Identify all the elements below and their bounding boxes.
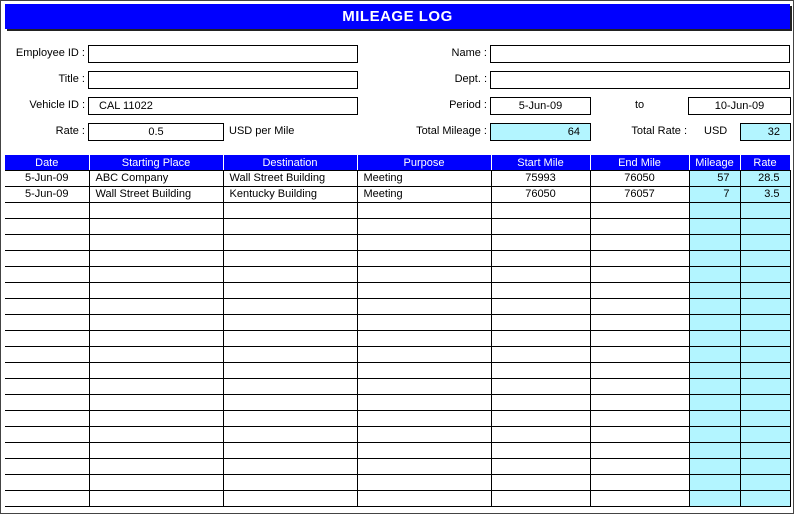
cell-mileage: 7 <box>689 187 740 203</box>
cell-destination[interactable] <box>223 443 357 459</box>
cell-start-mile[interactable] <box>491 347 590 363</box>
cell-start-mile[interactable]: 76050 <box>491 187 590 203</box>
cell-date[interactable] <box>5 475 89 491</box>
cell-purpose[interactable] <box>357 331 491 347</box>
table-row <box>5 203 790 219</box>
total-rate-label: Total Rate : <box>631 125 687 137</box>
cell-starting-place[interactable] <box>89 267 223 283</box>
table-row <box>5 315 790 331</box>
cell-starting-place[interactable] <box>89 315 223 331</box>
cell-purpose[interactable] <box>357 235 491 251</box>
cell-purpose[interactable] <box>357 411 491 427</box>
page-title: MILEAGE LOG <box>5 4 790 29</box>
cell-rate: 3.5 <box>740 187 790 203</box>
table-row <box>5 219 790 235</box>
cell-purpose[interactable] <box>357 203 491 219</box>
table-row <box>5 187 790 203</box>
cell-purpose[interactable] <box>357 459 491 475</box>
cell-rate <box>740 203 790 219</box>
cell-start-mile[interactable] <box>491 203 590 219</box>
cell-date[interactable] <box>5 251 89 267</box>
cell-rate <box>740 283 790 299</box>
cell-date[interactable]: 5-Jun-09 <box>5 187 89 203</box>
total-rate-value: 32 <box>740 123 791 141</box>
employee-id-field[interactable] <box>88 45 358 63</box>
cell-start-mile[interactable] <box>491 395 590 411</box>
period-from-field[interactable]: 5-Jun-09 <box>490 97 591 115</box>
cell-destination[interactable] <box>223 251 357 267</box>
cell-starting-place[interactable]: ABC Company <box>89 171 223 187</box>
total-mileage-value: 64 <box>490 123 591 141</box>
cell-purpose[interactable] <box>357 443 491 459</box>
title-field[interactable] <box>88 71 358 89</box>
cell-end-mile[interactable] <box>590 379 689 395</box>
cell-start-mile[interactable] <box>491 443 590 459</box>
cell-end-mile[interactable] <box>590 267 689 283</box>
period-to-field[interactable]: 10-Jun-09 <box>688 97 791 115</box>
cell-start-mile[interactable] <box>491 299 590 315</box>
rate-label: Rate : <box>55 125 85 137</box>
cell-rate <box>740 267 790 283</box>
cell-purpose[interactable] <box>357 251 491 267</box>
cell-destination[interactable] <box>223 491 357 507</box>
cell-destination[interactable] <box>223 283 357 299</box>
cell-destination[interactable] <box>223 235 357 251</box>
cell-rate <box>740 395 790 411</box>
table-header-row <box>5 155 790 171</box>
dept-field[interactable] <box>490 71 790 89</box>
cell-mileage <box>689 427 740 443</box>
table-row <box>5 491 790 507</box>
cell-rate <box>740 315 790 331</box>
column-header-destination: Destination <box>223 155 357 171</box>
cell-mileage: 57 <box>689 171 740 187</box>
cell-starting-place[interactable] <box>89 459 223 475</box>
cell-purpose[interactable] <box>357 283 491 299</box>
table-row <box>5 347 790 363</box>
cell-starting-place[interactable] <box>89 283 223 299</box>
cell-start-mile[interactable] <box>491 315 590 331</box>
cell-rate <box>740 459 790 475</box>
cell-destination[interactable] <box>223 379 357 395</box>
cell-date[interactable] <box>5 443 89 459</box>
cell-destination[interactable] <box>223 475 357 491</box>
table-row <box>5 475 790 491</box>
cell-mileage <box>689 491 740 507</box>
cell-end-mile[interactable] <box>590 443 689 459</box>
cell-starting-place[interactable]: Wall Street Building <box>89 187 223 203</box>
cell-destination[interactable] <box>223 315 357 331</box>
table-row <box>5 379 790 395</box>
column-header-starting-place: Starting Place <box>89 155 223 171</box>
cell-date[interactable] <box>5 299 89 315</box>
cell-mileage <box>689 459 740 475</box>
cell-mileage <box>689 347 740 363</box>
cell-purpose[interactable] <box>357 299 491 315</box>
cell-start-mile[interactable] <box>491 475 590 491</box>
cell-mileage <box>689 379 740 395</box>
cell-date[interactable]: 5-Jun-09 <box>5 171 89 187</box>
cell-mileage <box>689 315 740 331</box>
cell-start-mile[interactable] <box>491 251 590 267</box>
cell-purpose[interactable] <box>357 491 491 507</box>
cell-end-mile[interactable] <box>590 331 689 347</box>
vehicle-id-field[interactable]: CAL 11022 <box>88 97 358 115</box>
cell-mileage <box>689 283 740 299</box>
cell-rate: 28.5 <box>740 171 790 187</box>
cell-starting-place[interactable] <box>89 443 223 459</box>
cell-rate <box>740 379 790 395</box>
total-mileage-label: Total Mileage : <box>416 125 487 137</box>
column-header-purpose: Purpose <box>357 155 491 171</box>
cell-mileage <box>689 219 740 235</box>
cell-purpose[interactable] <box>357 427 491 443</box>
cell-rate <box>740 347 790 363</box>
cell-mileage <box>689 299 740 315</box>
cell-purpose[interactable] <box>357 475 491 491</box>
cell-starting-place[interactable] <box>89 219 223 235</box>
cell-starting-place[interactable] <box>89 251 223 267</box>
table-row <box>5 331 790 347</box>
cell-destination[interactable] <box>223 363 357 379</box>
cell-destination[interactable]: Kentucky Building <box>223 187 357 203</box>
cell-end-mile[interactable] <box>590 475 689 491</box>
column-header-mileage: Mileage <box>689 155 740 171</box>
cell-start-mile[interactable] <box>491 379 590 395</box>
cell-end-mile[interactable] <box>590 203 689 219</box>
cell-date[interactable] <box>5 491 89 507</box>
cell-start-mile[interactable] <box>491 459 590 475</box>
cell-starting-place[interactable] <box>89 411 223 427</box>
table-row <box>5 299 790 315</box>
cell-rate <box>740 411 790 427</box>
cell-rate <box>740 443 790 459</box>
cell-start-mile[interactable] <box>491 411 590 427</box>
cell-end-mile[interactable] <box>590 219 689 235</box>
cell-purpose[interactable] <box>357 395 491 411</box>
rate-unit-text: USD per Mile <box>229 125 295 137</box>
cell-date[interactable] <box>5 459 89 475</box>
vehicle-id-label: Vehicle ID : <box>29 99 85 111</box>
cell-destination[interactable] <box>223 347 357 363</box>
cell-start-mile[interactable] <box>491 363 590 379</box>
cell-purpose[interactable] <box>357 219 491 235</box>
cell-starting-place[interactable] <box>89 475 223 491</box>
cell-mileage <box>689 267 740 283</box>
cell-rate <box>740 363 790 379</box>
cell-date[interactable] <box>5 283 89 299</box>
cell-starting-place[interactable] <box>89 395 223 411</box>
cell-date[interactable] <box>5 363 89 379</box>
cell-destination[interactable] <box>223 331 357 347</box>
table-row <box>5 235 790 251</box>
table-row <box>5 171 790 187</box>
cell-rate <box>740 299 790 315</box>
cell-rate <box>740 491 790 507</box>
cell-end-mile[interactable] <box>590 459 689 475</box>
cell-end-mile[interactable] <box>590 347 689 363</box>
cell-end-mile[interactable] <box>590 283 689 299</box>
cell-rate <box>740 251 790 267</box>
cell-end-mile[interactable] <box>590 411 689 427</box>
table-row <box>5 267 790 283</box>
cell-end-mile[interactable] <box>590 251 689 267</box>
column-header-date: Date <box>5 155 89 171</box>
cell-start-mile[interactable] <box>491 267 590 283</box>
table-row <box>5 427 790 443</box>
cell-start-mile[interactable] <box>491 235 590 251</box>
cell-destination[interactable] <box>223 219 357 235</box>
cell-end-mile[interactable] <box>590 299 689 315</box>
cell-mileage <box>689 251 740 267</box>
cell-date[interactable] <box>5 219 89 235</box>
table-row <box>5 459 790 475</box>
cell-starting-place[interactable] <box>89 203 223 219</box>
cell-starting-place[interactable] <box>89 363 223 379</box>
cell-destination[interactable] <box>223 395 357 411</box>
cell-date[interactable] <box>5 395 89 411</box>
name-field[interactable] <box>490 45 790 63</box>
cell-date[interactable] <box>5 427 89 443</box>
mileage-log-table <box>5 155 791 507</box>
period-to-label: to <box>635 99 645 111</box>
cell-mileage <box>689 203 740 219</box>
cell-start-mile[interactable] <box>491 219 590 235</box>
cell-end-mile[interactable]: 76050 <box>590 171 689 187</box>
cell-mileage <box>689 331 740 347</box>
name-label: Name : <box>451 47 487 59</box>
cell-rate <box>740 475 790 491</box>
cell-date[interactable] <box>5 203 89 219</box>
employee-id-label: Employee ID : <box>15 47 85 59</box>
cell-rate <box>740 235 790 251</box>
table-row <box>5 411 790 427</box>
table-row <box>5 363 790 379</box>
cell-starting-place[interactable] <box>89 347 223 363</box>
cell-mileage <box>689 395 740 411</box>
cell-starting-place[interactable] <box>89 427 223 443</box>
cell-start-mile[interactable] <box>491 331 590 347</box>
cell-start-mile[interactable] <box>491 427 590 443</box>
cell-purpose[interactable] <box>357 379 491 395</box>
cell-rate <box>740 331 790 347</box>
cell-destination[interactable] <box>223 411 357 427</box>
cell-start-mile[interactable] <box>491 491 590 507</box>
cell-date[interactable] <box>5 315 89 331</box>
cell-purpose[interactable] <box>357 363 491 379</box>
table-row <box>5 251 790 267</box>
cell-start-mile[interactable] <box>491 283 590 299</box>
cell-starting-place[interactable] <box>89 491 223 507</box>
table-row <box>5 283 790 299</box>
cell-end-mile[interactable] <box>590 395 689 411</box>
column-header-end-mile: End Mile <box>590 155 689 171</box>
cell-destination[interactable] <box>223 267 357 283</box>
cell-mileage <box>689 411 740 427</box>
cell-end-mile[interactable] <box>590 363 689 379</box>
column-header-start-mile: Start Mile <box>491 155 590 171</box>
cell-mileage <box>689 235 740 251</box>
cell-mileage <box>689 363 740 379</box>
cell-purpose[interactable] <box>357 347 491 363</box>
cell-rate <box>740 219 790 235</box>
cell-rate <box>740 427 790 443</box>
cell-date[interactable] <box>5 347 89 363</box>
table-row <box>5 395 790 411</box>
cell-destination[interactable] <box>223 203 357 219</box>
cell-date[interactable] <box>5 411 89 427</box>
cell-date[interactable] <box>5 235 89 251</box>
cell-purpose[interactable] <box>357 315 491 331</box>
period-label: Period : <box>449 99 487 111</box>
cell-starting-place[interactable] <box>89 331 223 347</box>
title-label: Title : <box>58 73 85 85</box>
table-row <box>5 443 790 459</box>
cell-end-mile[interactable] <box>590 427 689 443</box>
cell-purpose[interactable]: Meeting <box>357 187 491 203</box>
cell-destination[interactable]: Wall Street Building <box>223 171 357 187</box>
total-rate-currency: USD <box>704 125 728 137</box>
cell-mileage <box>689 443 740 459</box>
cell-end-mile[interactable] <box>590 315 689 331</box>
cell-destination[interactable] <box>223 459 357 475</box>
cell-date[interactable] <box>5 267 89 283</box>
cell-date[interactable] <box>5 379 89 395</box>
cell-start-mile[interactable]: 75993 <box>491 171 590 187</box>
cell-end-mile[interactable]: 76057 <box>590 187 689 203</box>
cell-starting-place[interactable] <box>89 299 223 315</box>
cell-date[interactable] <box>5 331 89 347</box>
cell-destination[interactable] <box>223 427 357 443</box>
cell-starting-place[interactable] <box>89 235 223 251</box>
rate-field[interactable]: 0.5 <box>88 123 224 141</box>
cell-destination[interactable] <box>223 299 357 315</box>
column-header-rate: Rate <box>740 155 790 171</box>
cell-starting-place[interactable] <box>89 379 223 395</box>
cell-purpose[interactable]: Meeting <box>357 171 491 187</box>
dept-label: Dept. : <box>454 73 487 85</box>
cell-end-mile[interactable] <box>590 491 689 507</box>
cell-end-mile[interactable] <box>590 235 689 251</box>
cell-purpose[interactable] <box>357 267 491 283</box>
cell-mileage <box>689 475 740 491</box>
